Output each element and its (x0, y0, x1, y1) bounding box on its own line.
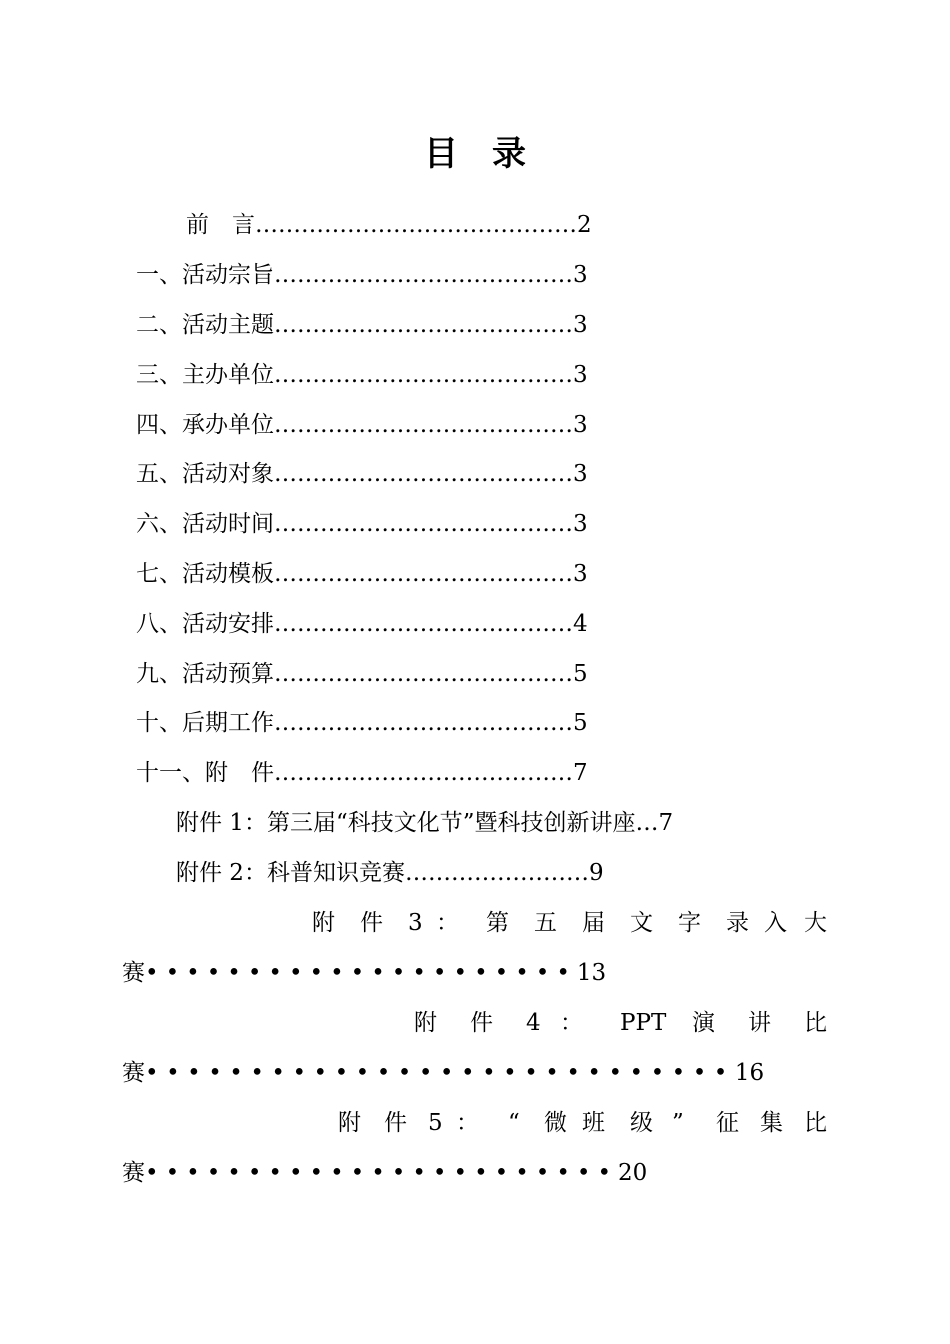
toc-leader: ………………………………… (274, 262, 573, 288)
toc-leader: •••••••••••••••••••••••••••• (145, 1060, 735, 1086)
toc-leader: … (635, 810, 659, 836)
toc-page-number: 7 (573, 760, 588, 786)
toc-entry-label: 六、活动时间 (136, 511, 274, 537)
toc-char: 附 (414, 1010, 437, 1036)
toc-leader: …………………… (404, 860, 589, 886)
toc-char: 字 (678, 910, 701, 936)
toc-entry[interactable] (136, 654, 588, 694)
toc-page-number: 13 (576, 960, 607, 986)
toc-entry-label: 十、后期工作 (136, 710, 274, 736)
toc-page-number: 3 (573, 461, 588, 487)
toc-entry-label: 赛 (122, 1060, 145, 1086)
toc-entry-preface[interactable] (186, 205, 592, 245)
toc-page-number: 7 (658, 810, 674, 836)
toc-leader: ………………………………… (274, 511, 573, 537)
toc-entry-label: 八、活动安排 (136, 611, 274, 637)
toc-char: 文 (630, 910, 653, 936)
toc-subentry[interactable] (176, 853, 604, 893)
toc-entry-label: 一、活动宗旨 (136, 262, 274, 288)
toc-entry[interactable] (136, 504, 588, 544)
toc-entry-label: 附件 2：科普知识竞赛 (176, 860, 405, 886)
toc-page-number: 3 (573, 412, 588, 438)
toc-leader: …………………………………… (255, 212, 577, 238)
toc-char: 件 (384, 1110, 407, 1136)
toc-char: ” (672, 1110, 684, 1136)
toc-page-number: 3 (573, 362, 588, 388)
toc-char: 4 (526, 1010, 541, 1036)
toc-leader: ••••••••••••••••••••• (145, 960, 577, 986)
toc-char: “ (508, 1110, 520, 1136)
toc-entry-label: 附件 1：第三届“科技文化节”暨科技创新讲座 (176, 810, 636, 836)
toc-char: 讲 (748, 1010, 771, 1036)
toc-leader: ………………………………… (274, 661, 573, 687)
toc-page-number: 20 (618, 1160, 648, 1186)
toc-page-number: 5 (573, 661, 588, 687)
toc-page-number: 3 (573, 561, 588, 587)
toc-char: 第 (486, 910, 509, 936)
toc-char: 比 (804, 1010, 827, 1036)
toc-page-number: 3 (573, 511, 588, 537)
toc-page-number: 9 (588, 860, 604, 886)
toc-char: 届 (582, 910, 605, 936)
toc-char: 件 (470, 1010, 493, 1036)
toc-page-number: 3 (573, 262, 588, 288)
toc-char: ： (436, 910, 459, 936)
toc-entry-label: 四、承办单位 (136, 412, 274, 438)
toc-char: 附 (338, 1110, 361, 1136)
toc-subentry[interactable] (176, 803, 673, 843)
toc-leader: ••••••••••••••••••••••• (145, 1160, 619, 1186)
toc-entry[interactable] (136, 604, 588, 644)
toc-leader: ………………………………… (274, 760, 573, 786)
toc-leader: ………………………………… (274, 611, 573, 637)
toc-page-number: 4 (573, 611, 588, 637)
toc-char: 集 (760, 1110, 783, 1136)
toc-entry-label: 七、活动模板 (136, 561, 274, 587)
toc-char: ： (560, 1010, 583, 1036)
toc-char: 大 (804, 910, 827, 936)
toc-char: 级 (630, 1110, 653, 1136)
toc-entry[interactable] (136, 405, 588, 445)
toc-entry-label: 赛 (122, 960, 145, 986)
toc-page-number: 2 (577, 212, 592, 238)
toc-leader: ………………………………… (274, 710, 573, 736)
toc-char: 3 (408, 910, 423, 936)
toc-entry[interactable] (136, 305, 588, 345)
toc-title: 目 录 (424, 134, 526, 174)
toc-char: 微 (544, 1110, 567, 1136)
toc-char: 比 (804, 1110, 827, 1136)
toc-entry[interactable] (136, 355, 588, 395)
toc-entry[interactable] (136, 454, 588, 494)
toc-entry-label: 三、主办单位 (136, 362, 274, 388)
toc-entry-label: 九、活动预算 (136, 661, 274, 687)
toc-leader: ………………………………… (274, 312, 573, 338)
toc-page-number: 16 (734, 1060, 765, 1086)
toc-char: ： (456, 1110, 479, 1136)
toc-leader: ………………………………… (274, 362, 573, 388)
toc-entry-label: 十一、附 件 (136, 760, 274, 786)
toc-entry[interactable] (136, 255, 588, 295)
toc-entry[interactable] (136, 753, 588, 793)
toc-page-number: 5 (573, 710, 588, 736)
toc-char: 五 (534, 910, 557, 936)
toc-entry-label: 赛 (122, 1160, 145, 1186)
toc-char: 入 (764, 910, 787, 936)
toc-char: PPT (620, 1010, 667, 1036)
toc-entry-label: 五、活动对象 (136, 461, 274, 487)
toc-char: 附 (312, 910, 335, 936)
toc-leader: ………………………………… (274, 412, 573, 438)
toc-leader: ………………………………… (274, 461, 573, 487)
toc-entry-label: 前 言 (186, 212, 255, 238)
toc-entry[interactable] (136, 554, 588, 594)
toc-char: 录 (726, 910, 749, 936)
toc-char: 班 (582, 1110, 605, 1136)
toc-char: 征 (716, 1110, 739, 1136)
toc-leader: ………………………………… (274, 561, 573, 587)
toc-char: 5 (428, 1110, 443, 1136)
toc-entry[interactable] (136, 703, 588, 743)
toc-char: 演 (692, 1010, 715, 1036)
toc-page-number: 3 (573, 312, 588, 338)
toc-char: 件 (360, 910, 383, 936)
toc-entry-label: 二、活动主题 (136, 312, 274, 338)
